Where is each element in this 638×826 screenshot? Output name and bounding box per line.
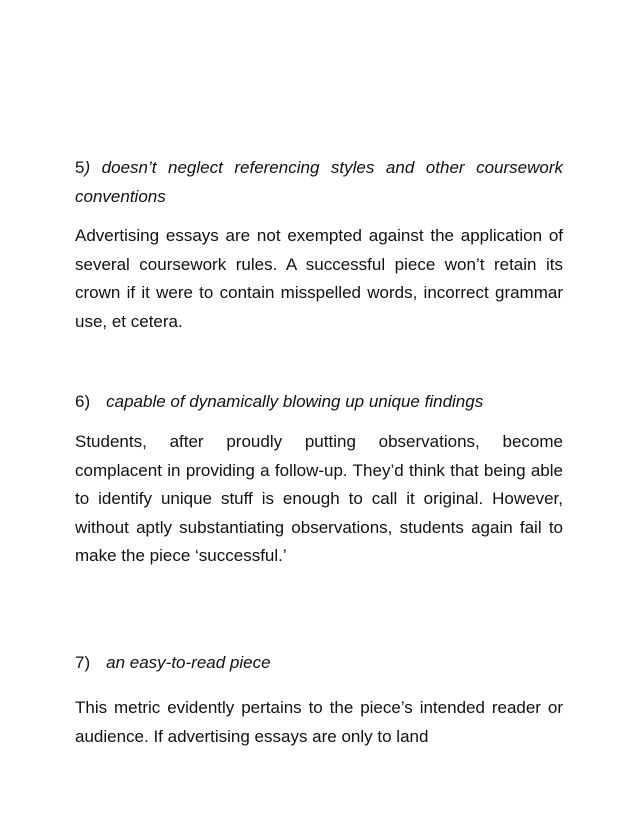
section-5-heading-text: doesn’t neglect referencing styles and other coursework conventions: [75, 158, 563, 206]
section-7-heading: [75, 649, 563, 678]
section-7-heading-text: an easy-to-read piece: [106, 653, 271, 672]
section-7-body: This metric evidently pertains to the piece’s intended reader or audience. If advertising essays are only to land: [75, 698, 563, 746]
section-7-number: 7): [75, 653, 91, 672]
section-6-heading: [75, 388, 563, 417]
section-5-number: 5: [75, 158, 85, 177]
section-5-heading: [75, 154, 563, 211]
document-page: [75, 0, 563, 826]
section-5-body: Advertising essays are not exempted against the application of several coursework rules. A successful piece won’t retain its crown if it were to contain misspelled words, incorrect grammar use, et cetera.: [75, 226, 563, 331]
section-5-paren: ): [84, 158, 91, 177]
section-6-heading-text: capable of dynamically blowing up unique findings: [106, 392, 484, 411]
section-6-number: 6): [75, 392, 91, 411]
section-6-body: Students, after proudly putting observations, become complacent in providing a follow-up. They’d think that being able to identify unique stuff is enough to call it original. However, without aptly substantiating observations, students again fail to make the piece ‘successful.’: [75, 432, 563, 565]
